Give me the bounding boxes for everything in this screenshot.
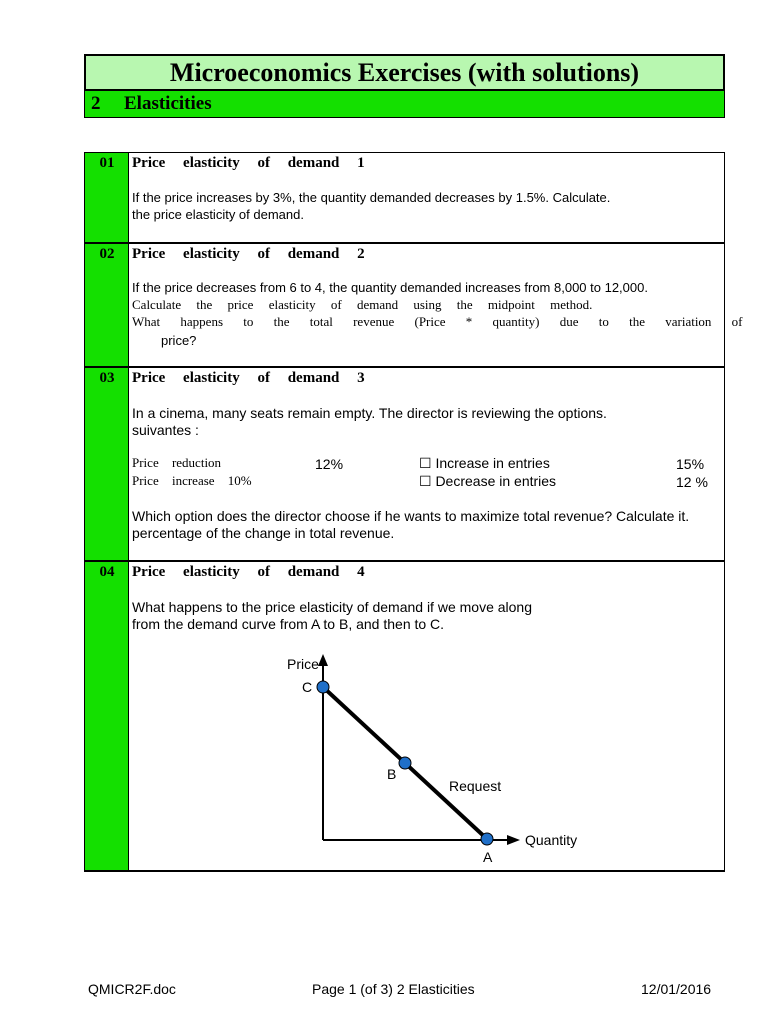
option-right-value: 12 % bbox=[676, 474, 708, 490]
option-right-value: 15% bbox=[676, 456, 705, 472]
point-a bbox=[481, 833, 493, 845]
curve-label: Request bbox=[449, 778, 502, 794]
exercise-text-line: Calculate the price elasticity of demand using the midpoint method. bbox=[132, 297, 593, 312]
exercise-01 bbox=[85, 153, 724, 242]
exercise-03 bbox=[85, 366, 724, 560]
document-title bbox=[84, 54, 725, 91]
point-c bbox=[317, 681, 329, 693]
exercise-text-line: In a cinema, many seats remain empty. The director is reviewing the options. bbox=[132, 405, 607, 421]
chapter-title: Elasticities bbox=[124, 93, 212, 114]
exercise-title: Price elasticity of demand 1 bbox=[132, 155, 365, 171]
y-axis-label: Price bbox=[287, 656, 319, 672]
exercise-04 bbox=[85, 560, 724, 873]
exercise-title: Price elasticity of demand 2 bbox=[132, 246, 365, 262]
option-left-value: 12% bbox=[315, 456, 344, 472]
x-axis-arrow bbox=[507, 835, 520, 845]
exercise-text-line: from the demand curve from A to B, and then to C. bbox=[132, 616, 445, 632]
exercise-question-line: Which option does the director choose if he wants to maximize total revenue? Calculate it. bbox=[132, 508, 690, 524]
exercise-text-line: If the price increases by 3%, the quantity demanded decreases by 1.5%. Calculate. bbox=[132, 190, 611, 205]
exercise-02 bbox=[85, 242, 743, 366]
exercise-number: 04 bbox=[99, 564, 115, 580]
footer-page: Page 1 (of 3) 2 Elasticities bbox=[312, 981, 475, 997]
exercise-number: 03 bbox=[99, 370, 115, 386]
option-right-label: ☐ Decrease in entries bbox=[419, 473, 557, 489]
exercise-title: Price elasticity of demand 3 bbox=[132, 370, 365, 386]
demand-curve-diagram bbox=[275, 652, 595, 867]
exercise-text-line: suivantes : bbox=[132, 422, 199, 438]
chapter-header bbox=[84, 91, 725, 118]
exercise-text-line: the price elasticity of demand. bbox=[132, 207, 304, 222]
exercise-text-line: What happens to the price elasticity of demand if we move along bbox=[132, 599, 532, 615]
point-b-label: B bbox=[387, 766, 397, 782]
y-axis-arrow bbox=[318, 654, 328, 666]
exercise-number: 02 bbox=[99, 246, 115, 262]
point-c-label: C bbox=[302, 679, 313, 695]
footer-date: 12/01/2016 bbox=[641, 981, 712, 997]
option-right-label: ☐ Increase in entries bbox=[419, 455, 550, 471]
exercises-table bbox=[84, 152, 743, 872]
point-a-label: A bbox=[483, 849, 493, 865]
chapter-number: 2 bbox=[91, 93, 101, 114]
footer-filename: QMICR2F.doc bbox=[88, 981, 176, 997]
exercise-text-line: What happens to the total revenue (Price * quantity) due to the variation of bbox=[132, 314, 743, 329]
exercise-number: 01 bbox=[99, 155, 115, 171]
point-b bbox=[399, 757, 411, 769]
exercise-title: Price elasticity of demand 4 bbox=[132, 564, 365, 580]
document-title-text: Microeconomics Exercises (with solutions) bbox=[169, 57, 640, 87]
option-left-label: Price reduction bbox=[132, 455, 222, 470]
exercise-question-line: percentage of the change in total revenue. bbox=[132, 525, 395, 541]
x-axis-label: Quantity bbox=[525, 832, 578, 848]
option-left-label: Price increase 10% bbox=[132, 473, 252, 488]
exercise-text-line: If the price decreases from 6 to 4, the quantity demanded increases from 8,000 to 12,000. bbox=[132, 280, 648, 295]
exercise-text-line: price? bbox=[161, 333, 197, 348]
